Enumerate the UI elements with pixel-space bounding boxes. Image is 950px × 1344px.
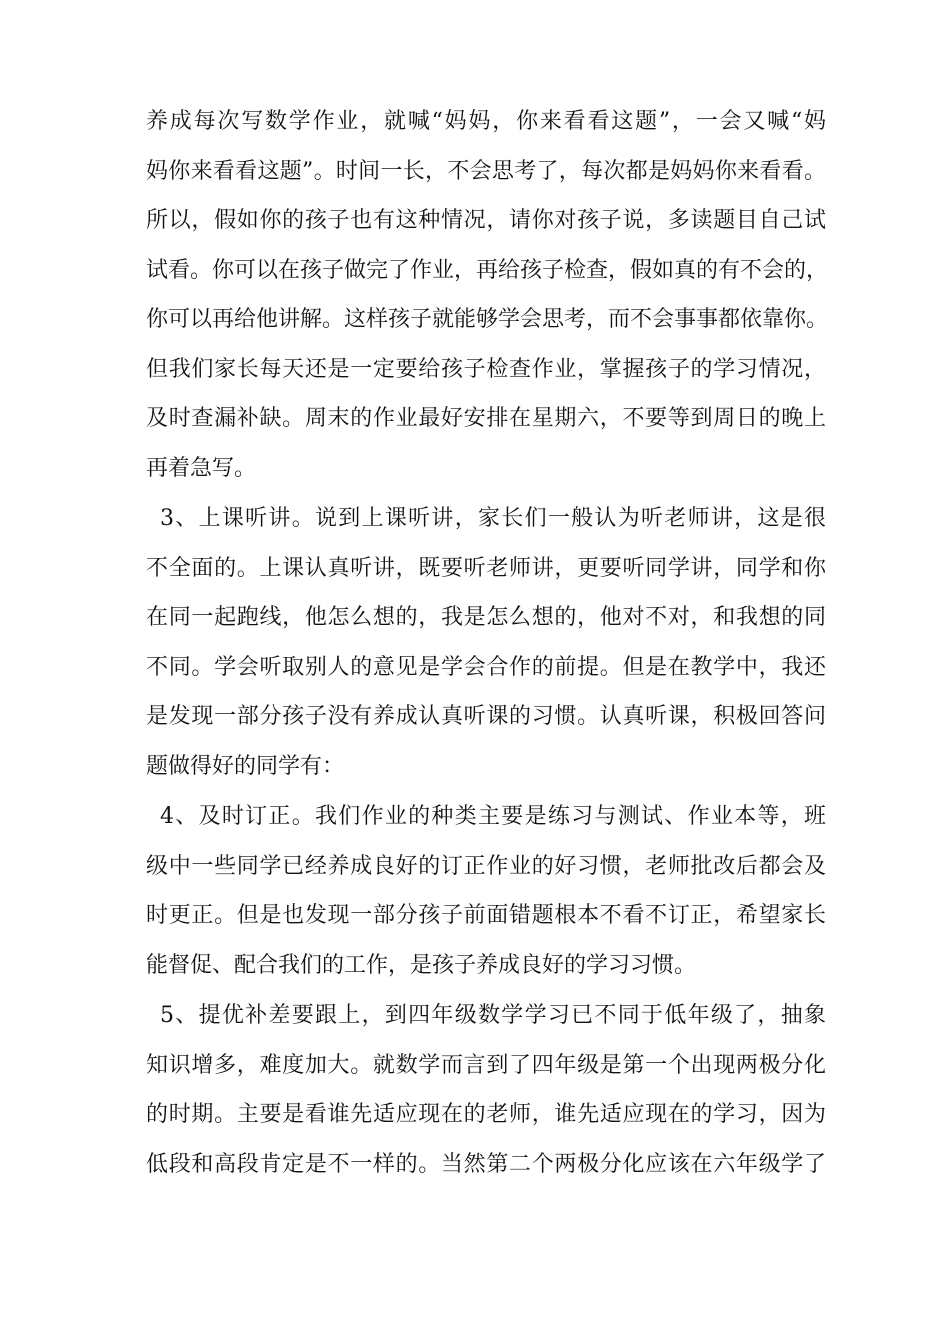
text-line: 及时查漏补缺。周末的作业最好安排在星期六，不要等到周日的晚上 (146, 406, 826, 431)
text-line: 的时期。主要是看谁先适应现在的老师，谁先适应现在的学习，因为 (146, 1102, 826, 1127)
paragraph-4-heading-line: 4、及时订正。我们作业的种类主要是练习与测试、作业本等，班 (160, 804, 826, 829)
text-line: 妈你来看看这题”。时间一长，不会思考了，每次都是妈妈你来看看。 (146, 159, 826, 184)
text-line: 题做得好的同学有： (146, 754, 345, 779)
paragraph-3-heading-line: 3、上课听讲。说到上课听讲，家长们一般认为听老师讲，这是很 (160, 506, 826, 531)
text-line: 你可以再给他讲解。这样孩子就能够学会思考，而不会事事都依靠你。 (146, 307, 829, 332)
text-line: 在同一起跑线，他怎么想的，我是怎么想的，他对不对，和我想的同 (146, 605, 826, 630)
text-line: 级中一些同学已经养成良好的订正作业的好习惯，老师批改后都会及 (146, 854, 826, 879)
text-line: 但我们家长每天还是一定要给孩子检查作业，掌握孩子的学习情况， (146, 357, 826, 382)
text-line: 知识增多，难度加大。就数学而言到了四年级是第一个出现两极分化 (146, 1053, 826, 1078)
text-line: 低段和高段肯定是不一样的。当然第二个两极分化应该在六年级学了 (146, 1152, 826, 1177)
text-line: 不同。学会听取别人的意见是学会合作的前提。但是在教学中，我还 (146, 655, 826, 680)
text-line: 是发现一部分孩子没有养成认真听课的习惯。认真听课，积极回答问 (146, 704, 826, 729)
text-line: 能督促、配合我们的工作，是孩子养成良好的学习习惯。 (146, 953, 697, 978)
text-line: 时更正。但是也发现一部分孩子前面错题根本不看不订正，希望家长 (146, 903, 826, 928)
paragraph-5-heading-line: 5、提优补差要跟上，到四年级数学学习已不同于低年级了，抽象 (160, 1003, 826, 1028)
text-line: 不全面的。上课认真听讲，既要听老师讲，更要听同学讲，同学和你 (146, 556, 826, 581)
text-line: 养成每次写数学作业，就喊“妈妈，你来看看这题”，一会又喊“妈 (146, 109, 826, 134)
text-line: 所以，假如你的孩子也有这种情况，请你对孩子说，多读题目自己试 (146, 208, 826, 233)
text-line: 再着急写。 (146, 456, 257, 481)
text-line: 试看。你可以在孩子做完了作业，再给孩子检查，假如真的有不会的， (146, 258, 829, 283)
